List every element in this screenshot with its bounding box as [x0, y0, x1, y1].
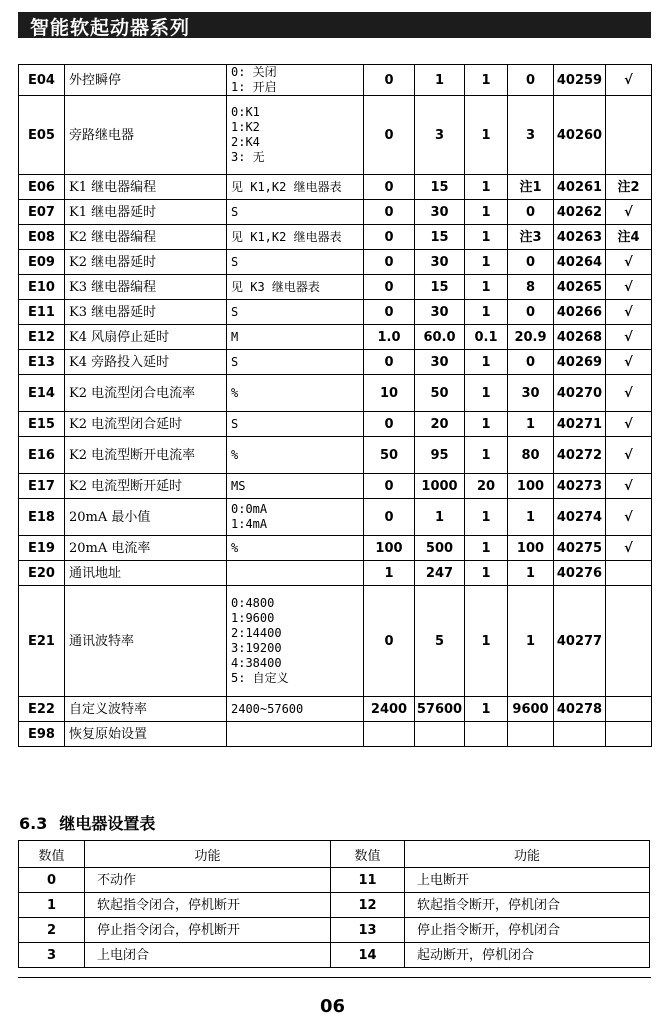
param-address: 40262	[554, 200, 606, 225]
param-max: 30	[415, 200, 465, 225]
range-line: S	[231, 204, 239, 219]
param-mark: 注2	[606, 175, 652, 200]
param-step: 1	[465, 96, 508, 175]
range-line: 3:19200	[231, 641, 282, 655]
range-line: %	[231, 447, 239, 462]
param-default: 1	[508, 499, 554, 536]
param-range	[227, 200, 364, 225]
param-min: 0	[364, 586, 415, 697]
range-line: 1:K2	[231, 120, 260, 134]
relay-header-function: 功能	[405, 841, 650, 868]
relay-value: 13	[331, 918, 405, 943]
range-line: 2400~57600	[231, 701, 304, 716]
param-row	[19, 96, 652, 175]
param-code: E05	[19, 96, 65, 175]
param-max: 3	[415, 96, 465, 175]
param-code: E17	[19, 474, 65, 499]
range-line: %	[231, 385, 239, 400]
range-line: 1: 开启	[231, 80, 277, 94]
param-default: 0	[508, 350, 554, 375]
param-max: 15	[415, 225, 465, 250]
param-name: 外控瞬停	[65, 65, 227, 96]
param-mark: √	[606, 437, 652, 474]
param-code: E13	[19, 350, 65, 375]
range-line: 0:4800	[231, 596, 275, 610]
relay-header-value: 数值	[19, 841, 85, 868]
param-address: 40275	[554, 536, 606, 561]
param-address	[554, 722, 606, 747]
relay-header-value: 数值	[331, 841, 405, 868]
param-min: 1.0	[364, 325, 415, 350]
param-step: 1	[465, 225, 508, 250]
param-row	[19, 697, 652, 722]
param-mark: √	[606, 300, 652, 325]
range-line: 0: 关闭	[231, 65, 277, 79]
param-name: 自定义波特率	[65, 697, 227, 722]
param-min: 1	[364, 561, 415, 586]
param-max: 60.0	[415, 325, 465, 350]
relay-function: 起动断开，停机闭合	[405, 943, 650, 968]
param-mark: √	[606, 474, 652, 499]
param-min: 0	[364, 275, 415, 300]
param-mark: √	[606, 499, 652, 536]
section-number: 6.3	[19, 814, 48, 833]
param-step: 1	[465, 412, 508, 437]
range-line: 见 K1,K2 继电器表	[231, 229, 342, 244]
range-line: 2:K4	[231, 135, 260, 149]
param-min: 10	[364, 375, 415, 412]
param-min: 0	[364, 65, 415, 96]
param-row	[19, 225, 652, 250]
param-address: 40261	[554, 175, 606, 200]
param-max: 30	[415, 350, 465, 375]
param-max: 30	[415, 250, 465, 275]
param-code: E19	[19, 536, 65, 561]
param-min: 2400	[364, 697, 415, 722]
relay-value: 2	[19, 918, 85, 943]
param-row	[19, 375, 652, 412]
param-default: 注3	[508, 225, 554, 250]
param-row	[19, 350, 652, 375]
param-code: E10	[19, 275, 65, 300]
param-name: K2 电流型断开电流率	[65, 437, 227, 474]
param-mark	[606, 96, 652, 175]
param-row	[19, 300, 652, 325]
relay-row	[19, 943, 650, 968]
param-code: E11	[19, 300, 65, 325]
param-code: E14	[19, 375, 65, 412]
param-name: K4 风扇停止延时	[65, 325, 227, 350]
param-min: 0	[364, 474, 415, 499]
range-line: %	[231, 540, 239, 555]
param-address: 40278	[554, 697, 606, 722]
param-step: 1	[465, 275, 508, 300]
param-step	[465, 722, 508, 747]
param-step: 1	[465, 437, 508, 474]
param-range	[227, 175, 364, 200]
param-mark: √	[606, 65, 652, 96]
param-address: 40259	[554, 65, 606, 96]
param-name: 通讯地址	[65, 561, 227, 586]
param-range	[227, 586, 364, 697]
param-name: 20mA 最小值	[65, 499, 227, 536]
parameter-table	[18, 64, 652, 747]
param-code: E04	[19, 65, 65, 96]
range-line: 5: 自定义	[231, 671, 289, 685]
param-address: 40273	[554, 474, 606, 499]
param-step: 1	[465, 200, 508, 225]
param-default: 100	[508, 474, 554, 499]
param-code: E08	[19, 225, 65, 250]
param-address: 40269	[554, 350, 606, 375]
param-max: 15	[415, 175, 465, 200]
param-name: 旁路继电器	[65, 96, 227, 175]
param-default	[508, 722, 554, 747]
param-address: 40270	[554, 375, 606, 412]
param-mark	[606, 586, 652, 697]
param-step: 1	[465, 561, 508, 586]
param-mark: √	[606, 412, 652, 437]
param-min: 0	[364, 300, 415, 325]
param-name: K2 电流型闭合延时	[65, 412, 227, 437]
param-step: 1	[465, 250, 508, 275]
param-default: 80	[508, 437, 554, 474]
param-max: 20	[415, 412, 465, 437]
param-row	[19, 474, 652, 499]
param-name: K4 旁路投入延时	[65, 350, 227, 375]
param-range	[227, 722, 364, 747]
param-address: 40274	[554, 499, 606, 536]
param-range	[227, 65, 364, 96]
param-row	[19, 586, 652, 697]
range-line: 见 K1,K2 继电器表	[231, 179, 342, 194]
param-range	[227, 697, 364, 722]
param-default: 注1	[508, 175, 554, 200]
range-line: 1:9600	[231, 611, 275, 625]
param-range	[227, 275, 364, 300]
param-name: 20mA 电流率	[65, 536, 227, 561]
param-min: 50	[364, 437, 415, 474]
param-min: 0	[364, 350, 415, 375]
param-range	[227, 536, 364, 561]
relay-row	[19, 893, 650, 918]
param-code: E12	[19, 325, 65, 350]
param-step: 1	[465, 697, 508, 722]
param-row	[19, 722, 652, 747]
param-min: 0	[364, 499, 415, 536]
param-mark: √	[606, 350, 652, 375]
param-mark	[606, 722, 652, 747]
param-max: 50	[415, 375, 465, 412]
relay-function: 不动作	[85, 868, 331, 893]
param-max: 30	[415, 300, 465, 325]
param-name: 通讯波特率	[65, 586, 227, 697]
param-step: 1	[465, 586, 508, 697]
param-code: E18	[19, 499, 65, 536]
param-min: 0	[364, 175, 415, 200]
param-default: 1	[508, 586, 554, 697]
page-header	[18, 12, 651, 38]
param-range	[227, 250, 364, 275]
param-code: E98	[19, 722, 65, 747]
section-heading	[19, 811, 155, 834]
range-line: S	[231, 354, 239, 369]
param-mark: √	[606, 250, 652, 275]
param-mark	[606, 697, 652, 722]
relay-function: 停止指令闭合，停机断开	[85, 918, 331, 943]
param-name: K2 继电器延时	[65, 250, 227, 275]
param-step: 1	[465, 300, 508, 325]
param-default: 1	[508, 561, 554, 586]
param-address: 40265	[554, 275, 606, 300]
param-code: E15	[19, 412, 65, 437]
param-name: 恢复原始设置	[65, 722, 227, 747]
param-step: 1	[465, 375, 508, 412]
relay-value: 3	[19, 943, 85, 968]
param-max: 500	[415, 536, 465, 561]
section-title: 继电器设置表	[59, 814, 156, 833]
range-line: M	[231, 329, 239, 344]
param-row	[19, 561, 652, 586]
param-default: 1	[508, 412, 554, 437]
param-max: 1	[415, 499, 465, 536]
relay-header-row	[19, 841, 650, 868]
range-line: 4:38400	[231, 656, 282, 670]
range-line: 1:4mA	[231, 517, 268, 531]
param-default: 0	[508, 300, 554, 325]
param-row	[19, 250, 652, 275]
param-step: 1	[465, 175, 508, 200]
header-title: 智能软起动器系列	[30, 17, 191, 39]
range-line: 0:0mA	[231, 502, 268, 516]
param-mark	[606, 561, 652, 586]
param-row	[19, 65, 652, 96]
param-step: 20	[465, 474, 508, 499]
relay-value: 14	[331, 943, 405, 968]
range-line: MS	[231, 478, 246, 493]
param-address: 40260	[554, 96, 606, 175]
param-row	[19, 275, 652, 300]
param-max: 95	[415, 437, 465, 474]
param-name: K1 继电器延时	[65, 200, 227, 225]
param-step: 1	[465, 536, 508, 561]
relay-function: 停止指令断开，停机闭合	[405, 918, 650, 943]
param-address: 40264	[554, 250, 606, 275]
relay-value: 1	[19, 893, 85, 918]
param-default: 0	[508, 250, 554, 275]
param-min: 0	[364, 200, 415, 225]
range-line: 3: 无	[231, 150, 265, 164]
param-mark: 注4	[606, 225, 652, 250]
param-range	[227, 412, 364, 437]
param-default: 30	[508, 375, 554, 412]
param-range	[227, 499, 364, 536]
param-step: 1	[465, 65, 508, 96]
param-code: E22	[19, 697, 65, 722]
param-row	[19, 175, 652, 200]
relay-function: 软起指令闭合，停机断开	[85, 893, 331, 918]
param-step: 0.1	[465, 325, 508, 350]
range-line: S	[231, 304, 239, 319]
param-default: 9600	[508, 697, 554, 722]
relay-header-function: 功能	[85, 841, 331, 868]
param-range	[227, 437, 364, 474]
range-line: S	[231, 416, 239, 431]
param-row	[19, 325, 652, 350]
param-row	[19, 536, 652, 561]
param-address: 40272	[554, 437, 606, 474]
param-name: K2 电流型断开延时	[65, 474, 227, 499]
param-row	[19, 200, 652, 225]
param-step: 1	[465, 350, 508, 375]
page-number: 06	[319, 996, 346, 1017]
relay-row	[19, 868, 650, 893]
param-code: E09	[19, 250, 65, 275]
param-name: K3 继电器编程	[65, 275, 227, 300]
param-range	[227, 350, 364, 375]
param-code: E07	[19, 200, 65, 225]
param-default: 3	[508, 96, 554, 175]
relay-function: 软起指令断开，停机闭合	[405, 893, 650, 918]
param-min: 0	[364, 412, 415, 437]
param-name: K3 继电器延时	[65, 300, 227, 325]
param-max: 15	[415, 275, 465, 300]
param-default: 0	[508, 65, 554, 96]
param-range	[227, 474, 364, 499]
param-default: 0	[508, 200, 554, 225]
param-default: 8	[508, 275, 554, 300]
param-row	[19, 412, 652, 437]
param-max: 247	[415, 561, 465, 586]
param-code: E06	[19, 175, 65, 200]
param-name: K1 继电器编程	[65, 175, 227, 200]
relay-value: 11	[331, 868, 405, 893]
param-range	[227, 300, 364, 325]
param-mark: √	[606, 536, 652, 561]
range-line: 见 K3 继电器表	[231, 279, 320, 294]
param-address: 40266	[554, 300, 606, 325]
relay-function: 上电断开	[405, 868, 650, 893]
param-mark: √	[606, 375, 652, 412]
param-min: 0	[364, 96, 415, 175]
param-mark: √	[606, 325, 652, 350]
relay-value: 12	[331, 893, 405, 918]
param-max: 1000	[415, 474, 465, 499]
param-default: 100	[508, 536, 554, 561]
param-row	[19, 437, 652, 474]
param-range	[227, 325, 364, 350]
param-range	[227, 561, 364, 586]
param-address: 40277	[554, 586, 606, 697]
param-max: 1	[415, 65, 465, 96]
range-line: 2:14400	[231, 626, 282, 640]
param-mark: √	[606, 275, 652, 300]
range-line: S	[231, 254, 239, 269]
footer-rule	[18, 977, 651, 978]
param-name: K2 电流型闭合电流率	[65, 375, 227, 412]
param-min: 0	[364, 250, 415, 275]
param-mark: √	[606, 200, 652, 225]
param-code: E16	[19, 437, 65, 474]
param-max	[415, 722, 465, 747]
param-address: 40276	[554, 561, 606, 586]
relay-row	[19, 918, 650, 943]
param-address: 40271	[554, 412, 606, 437]
param-default: 20.9	[508, 325, 554, 350]
param-max: 5	[415, 586, 465, 697]
param-min: 100	[364, 536, 415, 561]
param-range	[227, 96, 364, 175]
param-max: 57600	[415, 697, 465, 722]
param-code: E21	[19, 586, 65, 697]
relay-function: 上电闭合	[85, 943, 331, 968]
range-line: 0:K1	[231, 105, 260, 119]
param-min	[364, 722, 415, 747]
param-min: 0	[364, 225, 415, 250]
param-address: 40268	[554, 325, 606, 350]
param-name: K2 继电器编程	[65, 225, 227, 250]
relay-value: 0	[19, 868, 85, 893]
param-code: E20	[19, 561, 65, 586]
param-range	[227, 225, 364, 250]
param-range	[227, 375, 364, 412]
relay-settings-table	[18, 840, 650, 968]
param-row	[19, 499, 652, 536]
param-step: 1	[465, 499, 508, 536]
param-address: 40263	[554, 225, 606, 250]
